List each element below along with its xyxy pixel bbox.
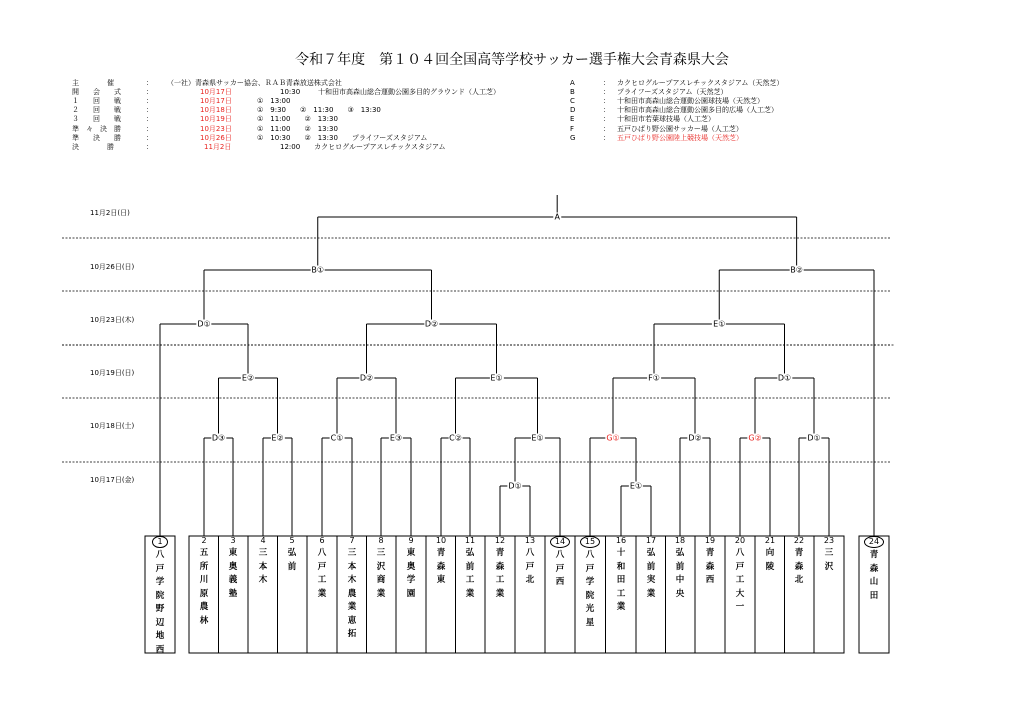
schedule-time: ① 11:00 ② 13:30 xyxy=(257,124,338,133)
schedule-value: （一社）青森県サッカー協会、ＲＡＢ青森放送株式会社 xyxy=(167,79,342,87)
round-date: 10月23日(木) xyxy=(90,316,135,324)
schedule-key: １ 回 戦 xyxy=(72,97,121,106)
team-entry xyxy=(341,536,363,652)
match-r3e: D① xyxy=(777,373,792,383)
team-name: 青森東 xyxy=(436,548,446,585)
team-name: 八戸工業 xyxy=(317,548,327,599)
team-entry xyxy=(400,536,422,652)
match-qf2: D② xyxy=(424,319,439,329)
team-entry xyxy=(699,536,721,652)
colon: ： xyxy=(146,133,153,142)
round-date: 10月18日(土) xyxy=(90,422,135,430)
colon: ： xyxy=(146,97,153,106)
schedule-key: 準 決 勝 xyxy=(72,133,121,142)
team-name: 青森西 xyxy=(705,548,715,585)
team-number: 3 xyxy=(230,536,236,545)
venue-key: F xyxy=(570,124,575,133)
schedule-key: 準 々 決 勝 xyxy=(72,124,121,133)
team-name: 八戸学院光星 xyxy=(585,550,595,628)
match-r2j: D① xyxy=(807,433,821,443)
team-number: 11 xyxy=(464,536,476,545)
team-number: 1 xyxy=(152,536,167,548)
team-number: 17 xyxy=(645,536,657,545)
schedule-date: 10月18日 xyxy=(200,106,232,115)
schedule-value: 十和田市高森山総合運動公園多目的グラウンド（人工芝） xyxy=(318,88,500,97)
venue-name: 十和田市高森山総合運動公園多目的広場（人工芝） xyxy=(617,106,778,115)
team-name: 三沢 xyxy=(824,548,834,572)
schedule-date: 10月26日 xyxy=(200,133,232,142)
schedule-time: ① 13:00 xyxy=(257,97,291,106)
match-r1b: E① xyxy=(629,481,643,491)
team-entry xyxy=(863,536,885,652)
team-number: 18 xyxy=(674,536,686,545)
match-r2c: C① xyxy=(330,433,344,443)
team-name: 東奥義塾 xyxy=(228,548,238,599)
match-sf2: B② xyxy=(790,265,803,275)
team-number: 23 xyxy=(823,536,835,545)
venue-name: 十和田市高森山総合運動公園球技場（天然芝） xyxy=(617,97,764,106)
venue-key: C xyxy=(570,97,575,106)
venue-name: プライフーズスタジアム（天然芝） xyxy=(617,88,728,97)
team-name: 弘前中央 xyxy=(675,548,685,599)
match-r2d: E③ xyxy=(389,433,403,443)
match-r2b: E② xyxy=(271,433,284,443)
team-name: 向陵 xyxy=(765,548,775,572)
team-number: 9 xyxy=(408,536,414,545)
team-number: 14 xyxy=(550,536,570,548)
team-name: 弘前 xyxy=(287,548,297,572)
team-number: 20 xyxy=(734,536,746,545)
venue-name: カクヒログループアスレチックスタジアム（天然芝） xyxy=(617,79,784,87)
team-name: 青森山田 xyxy=(869,550,879,601)
team-number: 24 xyxy=(864,536,884,548)
team-number: 13 xyxy=(524,536,536,545)
match-r3d: F① xyxy=(648,373,660,383)
team-entry xyxy=(669,536,691,652)
venue-key: D xyxy=(570,106,576,115)
match-r2h: D② xyxy=(688,433,702,443)
match-r2g: G① xyxy=(606,433,620,443)
colon: ： xyxy=(603,97,610,106)
round-date: 11月2日(日) xyxy=(90,209,130,217)
schedule-date: 11月2日 xyxy=(204,142,232,151)
schedule-key: 主 催 xyxy=(72,79,114,87)
colon: ： xyxy=(603,133,610,142)
team-name: 東奥学園 xyxy=(406,548,416,599)
schedule-date: 10月19日 xyxy=(200,115,232,124)
team-name: 八戸工大一 xyxy=(735,548,745,612)
colon: ： xyxy=(603,106,610,115)
team-entry xyxy=(370,536,392,652)
team-entry xyxy=(252,536,274,652)
team-name: 青森工業 xyxy=(495,548,505,599)
team-entry xyxy=(311,536,333,652)
team-number: 19 xyxy=(704,536,716,545)
team-entry xyxy=(222,536,244,652)
schedule-time: ① 11:00 ② 13:30 xyxy=(257,115,338,124)
venue-key: A xyxy=(570,79,575,87)
colon: ： xyxy=(603,79,610,87)
team-entry xyxy=(818,536,840,652)
team-entry xyxy=(640,536,662,652)
team-number: 12 xyxy=(494,536,506,545)
colon: ： xyxy=(146,79,153,87)
colon: ： xyxy=(146,88,153,97)
match-r2a: D③ xyxy=(211,433,226,443)
team-number: 2 xyxy=(201,536,207,545)
round-date: 10月17日(金) xyxy=(90,476,135,484)
schedule-key: 決 勝 xyxy=(72,142,114,151)
team-number: 16 xyxy=(615,536,627,545)
team-entry xyxy=(729,536,751,652)
schedule-date: 10月17日 xyxy=(200,88,232,97)
schedule-time: 10:30 xyxy=(280,88,301,97)
team-entry xyxy=(579,536,601,652)
team-name: 三本木農業恵拓 xyxy=(347,548,357,639)
colon: ： xyxy=(146,115,153,124)
schedule-date: 10月17日 xyxy=(200,97,232,106)
schedule-date: 10月23日 xyxy=(200,124,232,133)
colon: ： xyxy=(603,124,610,133)
venue-name: 十和田市若葉球技場（人工芝） xyxy=(617,115,715,124)
schedule-time: ① 10:30 ② 13:30 プライフーズスタジアム xyxy=(257,133,428,142)
round-date: 10月19日(日) xyxy=(90,369,135,377)
schedule-time: 12:00 カクヒログループアスレチックスタジアム xyxy=(280,142,446,151)
schedule-time: ① 9:30 ② 11:30 ③ 13:30 xyxy=(257,106,381,115)
team-number: 15 xyxy=(580,536,600,548)
match-r2f: E① xyxy=(531,433,544,443)
team-number: 4 xyxy=(260,536,266,545)
match-r3b: D② xyxy=(359,373,374,383)
team-entry xyxy=(489,536,511,652)
team-name: 三沢商業 xyxy=(376,548,386,599)
team-name: 八戸北 xyxy=(525,548,535,585)
colon: ： xyxy=(146,106,153,115)
colon: ： xyxy=(603,115,610,124)
match-qf1: D① xyxy=(197,319,211,329)
team-entry xyxy=(610,536,632,652)
team-entry xyxy=(281,536,303,652)
colon: ： xyxy=(603,88,610,97)
venue-key: G xyxy=(570,133,576,142)
match-qf3: E① xyxy=(713,319,726,329)
team-number: 5 xyxy=(289,536,295,545)
venue-key: E xyxy=(570,115,575,124)
venue-name: 五戸ひばり野公園陸上競技場（天然芝） xyxy=(617,133,743,142)
team-name: 青森北 xyxy=(794,548,804,585)
page-title: 令和７年度 第１０４回全国高等学校サッカー選手権大会青森県大会 xyxy=(295,52,729,68)
team-name: 弘前実業 xyxy=(646,548,656,599)
team-number: 10 xyxy=(435,536,447,545)
venue-name: 五戸ひばり野公園サッカー場（人工芝） xyxy=(617,124,743,133)
colon: ： xyxy=(146,142,153,151)
team-entry xyxy=(193,536,215,652)
match-final: A xyxy=(554,212,560,222)
team-entry xyxy=(519,536,541,652)
team-number: 6 xyxy=(319,536,325,545)
schedule-key: ３ 回 戦 xyxy=(72,115,121,124)
schedule-key: 開 会 式 xyxy=(72,88,121,97)
team-name: 五所川原農林 xyxy=(199,548,209,626)
team-entry xyxy=(549,536,571,652)
round-date: 10月26日(日) xyxy=(90,263,135,271)
match-r3c: E① xyxy=(490,373,503,383)
team-entry xyxy=(759,536,781,652)
team-name: 三本木 xyxy=(258,548,268,585)
team-name: 八戸学院野辺地西 xyxy=(155,550,165,655)
team-number: 22 xyxy=(793,536,805,545)
team-number: 8 xyxy=(378,536,384,545)
team-entry xyxy=(430,536,452,652)
team-number: 21 xyxy=(764,536,776,545)
match-r2e: C② xyxy=(449,433,462,443)
team-name: 弘前工業 xyxy=(465,548,475,599)
match-r1a: D① xyxy=(508,481,522,491)
schedule-key: ２ 回 戦 xyxy=(72,106,121,115)
team-name: 八戸西 xyxy=(555,550,565,587)
team-entry xyxy=(459,536,481,652)
team-entry xyxy=(149,536,171,655)
colon: ： xyxy=(146,124,153,133)
team-number: 7 xyxy=(349,536,355,545)
match-sf1: B① xyxy=(311,265,325,275)
match-r3a: E② xyxy=(241,373,255,383)
venue-key: B xyxy=(570,88,575,97)
team-name: 十和田工業 xyxy=(616,548,626,612)
team-entry xyxy=(788,536,810,652)
match-r2i: G② xyxy=(748,433,762,443)
